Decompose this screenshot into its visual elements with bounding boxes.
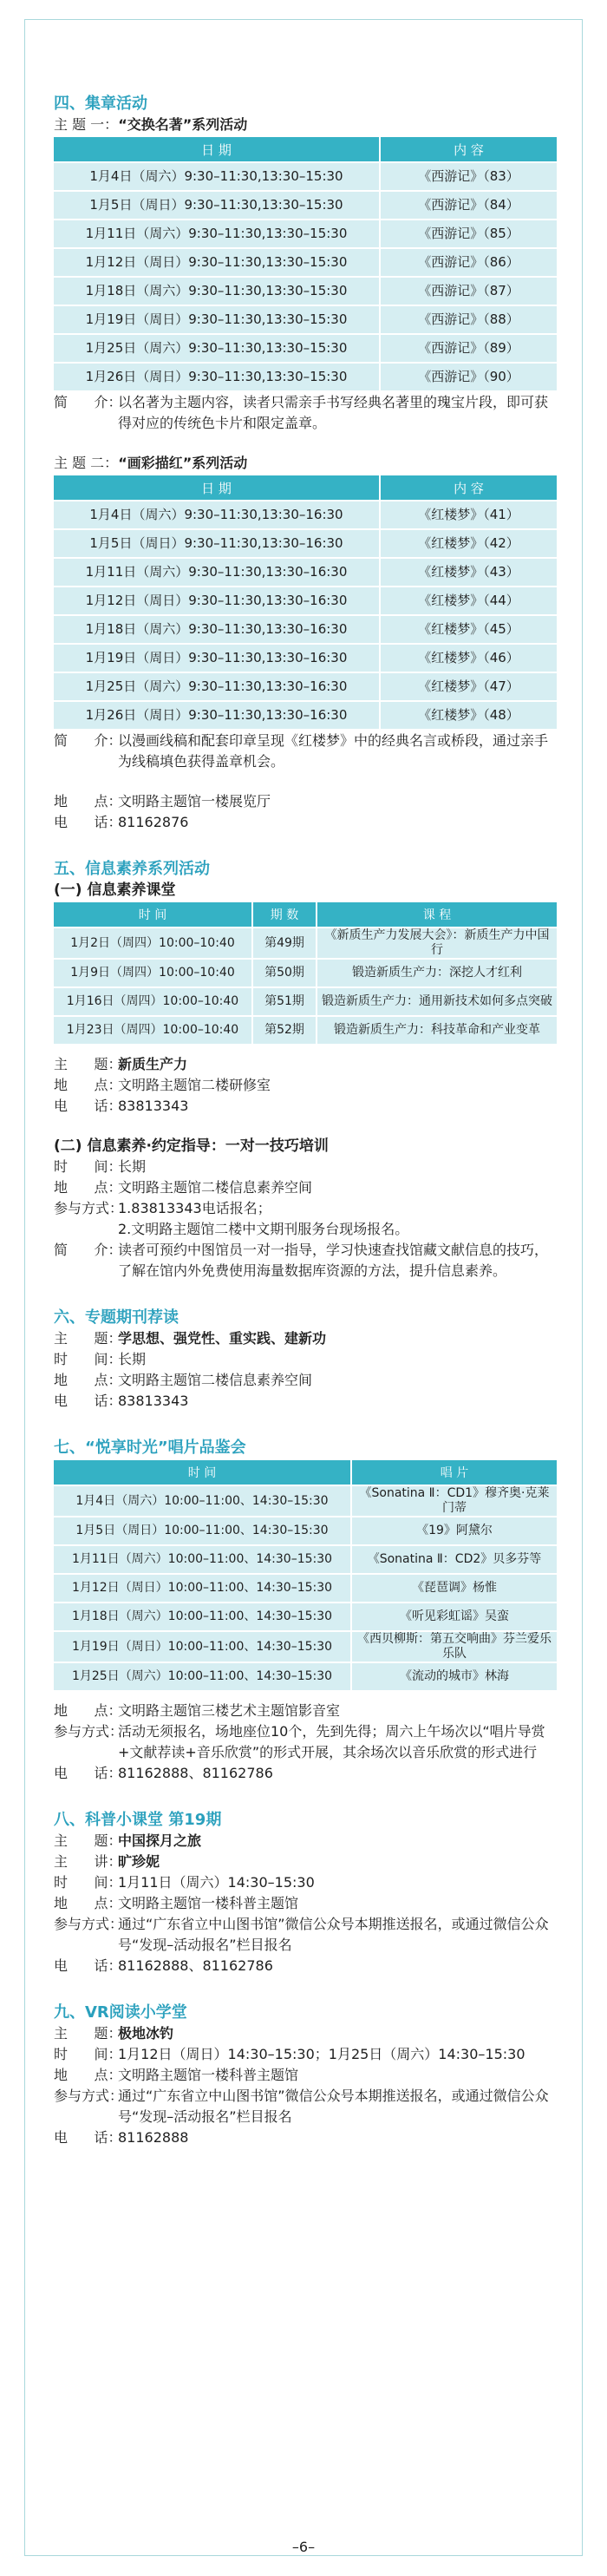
table-row: [54, 1486, 557, 1516]
table-cell: 1月4日（周六）9:30–11:30,13:30–15:30: [54, 163, 379, 190]
table-cell: 《琵琶调》杨惟: [350, 1575, 557, 1602]
table-cell: 1月11日（周六）9:30–11:30,13:30–16:30: [54, 559, 379, 586]
s9-tel: 电 话： 81162888: [54, 2129, 189, 2146]
table-row: [54, 220, 557, 247]
section-5-heading: 五、信息素养系列活动: [54, 860, 210, 878]
table-cell: 第52期: [251, 1017, 316, 1044]
table-cell: 《红楼梦》（47）: [379, 673, 557, 700]
col-header-content: 内 容: [379, 137, 557, 161]
table-cell: 《西贝柳斯：第五交响曲》芬兰爱乐乐队: [350, 1632, 557, 1662]
table-row: [54, 501, 557, 528]
table-cell: 1月9日（周四）10:00–10:40: [54, 960, 251, 986]
col-header-date: 日 期: [54, 475, 379, 500]
table-cell: 1月11日（周六）9:30–11:30,13:30–15:30: [54, 220, 379, 247]
label: 主 题 二：: [54, 455, 119, 471]
table-row: [54, 163, 557, 190]
table-cell: 《西游记》（89）: [379, 335, 557, 362]
table-cell: 《西游记》（88）: [379, 306, 557, 333]
label: 主 题 一：: [54, 116, 119, 133]
table-cell: 《西游记》（90）: [379, 364, 557, 390]
s6-time: 时 间： 长期: [54, 1351, 147, 1367]
table-cell: 1月5日（周日）9:30–11:30,13:30–15:30: [54, 192, 379, 219]
section-9-heading: 九、VR阅读小学堂: [54, 2003, 187, 2022]
page-number: –6–: [291, 2539, 316, 2555]
col-header-time: 时 间: [54, 902, 251, 927]
s8-speaker: 主 讲： 旷珍妮: [54, 1853, 160, 1870]
s9-place: 地 点： 文明路主题馆一楼科普主题馆: [54, 2067, 299, 2083]
s7-place: 地 点： 文明路主题馆三楼艺术主题馆影音室: [54, 1702, 341, 1719]
table-row: [54, 1575, 557, 1602]
table-cell: 《红楼梦》（42）: [379, 530, 557, 557]
table-row: [54, 616, 557, 643]
table-row: [54, 530, 557, 557]
s5-tel: 电 话： 83813343: [54, 1098, 189, 1114]
table-cell: 1月5日（周日）10:00–11:00、14:30–15:30: [54, 1517, 350, 1544]
table-row: [54, 306, 557, 333]
col-header-content: 内 容: [379, 475, 557, 500]
col-header-time: 时 间: [54, 1460, 350, 1485]
table-cell: 1月16日（周四）10:00–10:40: [54, 988, 251, 1015]
s5p2-time: 时 间： 长期: [54, 1158, 147, 1175]
table-row: [54, 645, 557, 672]
table-row: [54, 702, 557, 729]
table-cell: 《红楼梦》（44）: [379, 587, 557, 614]
table-row: [54, 587, 557, 614]
table-cell: 《西游记》（84）: [379, 192, 557, 219]
table-cell: 1月25日（周六）9:30–11:30,13:30–16:30: [54, 673, 379, 700]
table-cell: 《红楼梦》（48）: [379, 702, 557, 729]
theme-1-line: [54, 115, 557, 135]
table-cell: 《红楼梦》（43）: [379, 559, 557, 586]
table-cell: 1月11日（周六）10:00–11:00、14:30–15:30: [54, 1546, 350, 1573]
theme-1-table: [54, 135, 557, 392]
table-cell: 《流动的城市》林海: [350, 1663, 557, 1690]
table-cell: 《红楼梦》（41）: [379, 501, 557, 528]
table-cell: 1月4日（周六）10:00–11:00、14:30–15:30: [54, 1486, 350, 1516]
table-cell: 1月12日（周日）9:30–11:30,13:30–16:30: [54, 587, 379, 614]
col-header-issue: 期 数: [251, 902, 316, 927]
table-cell: 第49期: [251, 928, 316, 958]
s5p2-intro: 简 介： 读者可预约中图馆员一对一指导，学习快速查找馆藏文献信息的技巧，了解在馆内外免费使用海量数据库资源的方法，提升信息素养。: [54, 1242, 549, 1279]
table-cell: 《红楼梦》（45）: [379, 616, 557, 643]
table-cell: 《Sonatina Ⅱ：CD1》穆齐奥·克莱门蒂: [350, 1486, 557, 1516]
s9-time: 时 间： 1月12日（周日）14:30–15:30；1月25日（周六）14:30–15:30: [54, 2046, 525, 2062]
s9-theme: 主 题： 极地冰钓: [54, 2025, 174, 2042]
table-cell: 1月2日（周四）10:00–10:40: [54, 928, 251, 958]
table-cell: 《西游记》（87）: [379, 278, 557, 305]
table-row: [54, 988, 557, 1015]
s8-place: 地 点： 文明路主题馆一楼科普主题馆: [54, 1895, 299, 1911]
table-cell: 锻造新质生产力：深挖人才红利: [316, 960, 557, 986]
s4-place: 地 点： 文明路主题馆一楼展览厅: [54, 793, 271, 810]
section-7-heading: 七、“悦享时光”唱片品鉴会: [54, 1439, 246, 1457]
s8-tel: 电 话： 81162888、81162786: [54, 1957, 273, 1974]
theme-2-line: [54, 453, 557, 474]
s5-part1-title: (一) 信息素养课堂: [54, 882, 176, 899]
table-row: [54, 928, 557, 958]
table-cell: 1月4日（周六）9:30–11:30,13:30–16:30: [54, 501, 379, 528]
table-cell: 1月25日（周六）10:00–11:00、14:30–15:30: [54, 1663, 350, 1690]
s8-theme: 主 题： 中国探月之旅: [54, 1832, 202, 1849]
section-8-heading: 八、科普小课堂 第19期: [54, 1811, 222, 1829]
table-cell: 1月19日（周日）9:30–11:30,13:30–16:30: [54, 645, 379, 672]
s9-join: 参与方式： 通过“广东省立中山图书馆”微信公众号本期推送报名，或通过微信公众号“发现–活动报名”栏目报名: [54, 2088, 549, 2125]
s5p2-join: 参与方式： 1.83813343电话报名； 2.文明路主题馆二楼中文期刊服务台现场报名。: [54, 1200, 409, 1237]
s5-part2-title: (二) 信息素养·约定指导：一对一技巧培训: [54, 1137, 329, 1155]
table-cell: 1月26日（周日）9:30–11:30,13:30–16:30: [54, 702, 379, 729]
theme-2-intro: 简 介： 以漫画线稿和配套印章呈现《红楼梦》中的经典名言或桥段，通过亲手为线稿填色获得盖章机会。: [54, 732, 549, 770]
table-cell: 《Sonatina Ⅱ：CD2》贝多芬等: [350, 1546, 557, 1573]
table-cell: 1月12日（周日）9:30–11:30,13:30–15:30: [54, 249, 379, 276]
section-4-heading: 四、集章活动: [54, 95, 147, 113]
table-cell: 《听见彩虹谣》吴蛮: [350, 1603, 557, 1630]
table-row: [54, 249, 557, 276]
table-cell: 1月19日（周日）10:00–11:00、14:30–15:30: [54, 1632, 350, 1662]
s6-theme: 主 题： 学思想、强党性、重实践、建新功: [54, 1330, 327, 1347]
s8-join: 参与方式： 通过“广东省立中山图书馆”微信公众号本期推送报名，或通过微信公众号“发现–活动报名”栏目报名: [54, 1916, 549, 1953]
s7-join: 参与方式： 活动无须报名，场地座位10个，先到先得；周六上午场次以“唱片导赏+文献荐读+音乐欣赏”的形式开展，其余场次以音乐欣赏的形式进行: [54, 1723, 545, 1760]
table-cell: 第51期: [251, 988, 316, 1015]
table-row: [54, 673, 557, 700]
table-row: [54, 364, 557, 390]
col-header-date: 日 期: [54, 137, 379, 161]
s6-tel: 电 话： 83813343: [54, 1393, 189, 1409]
table-cell: 1月18日（周六）10:00–11:00、14:30–15:30: [54, 1603, 350, 1630]
table-row: [54, 1546, 557, 1573]
col-header-record: 唱 片: [350, 1460, 557, 1485]
s7-tel: 电 话： 81162888、81162786: [54, 1765, 273, 1781]
table-cell: 1月5日（周日）9:30–11:30,13:30–16:30: [54, 530, 379, 557]
table-cell: 1月18日（周六）9:30–11:30,13:30–16:30: [54, 616, 379, 643]
table-cell: 《西游记》（83）: [379, 163, 557, 190]
table-row: [54, 1017, 557, 1044]
theme-1-title: “交换名著”系列活动: [118, 116, 248, 133]
s7-record-table: [54, 1458, 557, 1692]
table-cell: 1月26日（周日）9:30–11:30,13:30–15:30: [54, 364, 379, 390]
table-row: [54, 960, 557, 986]
s5p2-place: 地 点： 文明路主题馆二楼信息素养空间: [54, 1179, 313, 1196]
table-row: [54, 1632, 557, 1662]
table-row: [54, 1663, 557, 1690]
table-row: [54, 278, 557, 305]
theme-2-title: “画彩描红”系列活动: [118, 455, 248, 471]
section-6-heading: 六、专题期刊荐读: [54, 1308, 179, 1327]
s6-place: 地 点： 文明路主题馆二楼信息素养空间: [54, 1372, 313, 1388]
theme-2-table: [54, 474, 557, 731]
s5-course-table: [54, 901, 557, 1045]
table-row: [54, 1517, 557, 1544]
table-cell: 《西游记》（85）: [379, 220, 557, 247]
s4-tel: 电 话： 81162876: [54, 814, 189, 830]
table-cell: 锻造新质生产力：科技革命和产业变革: [316, 1017, 557, 1044]
content: [54, 94, 557, 2148]
table-row: [54, 559, 557, 586]
s5-theme: 主 题： 新质生产力: [54, 1056, 188, 1072]
theme-1-intro: 简 介： 以名著为主题内容，读者只需亲手书写经典名著里的瑰宝片段，即可获得对应的传统色卡片和限定盖章。: [54, 394, 549, 431]
table-row: [54, 1603, 557, 1630]
table-cell: 锻造新质生产力：通用新技术如何多点突破: [316, 988, 557, 1015]
table-cell: 第50期: [251, 960, 316, 986]
col-header-course: 课 程: [316, 902, 557, 927]
table-cell: 1月12日（周日）10:00–11:00、14:30–15:30: [54, 1575, 350, 1602]
table-cell: 《西游记》（86）: [379, 249, 557, 276]
table-cell: 1月19日（周日）9:30–11:30,13:30–15:30: [54, 306, 379, 333]
table-cell: 《新质生产力发展大会》：新质生产力中国行: [316, 928, 557, 958]
table-cell: 1月23日（周四）10:00–10:40: [54, 1017, 251, 1044]
table-cell: 1月18日（周六）9:30–11:30,13:30–15:30: [54, 278, 379, 305]
table-cell: 1月25日（周六）9:30–11:30,13:30–15:30: [54, 335, 379, 362]
s5-place: 地 点： 文明路主题馆二楼研修室: [54, 1077, 271, 1093]
table-cell: 《红楼梦》（46）: [379, 645, 557, 672]
s8-time: 时 间： 1月11日（周六）14:30–15:30: [54, 1874, 315, 1891]
table-row: [54, 192, 557, 219]
table-cell: 《19》阿黛尔: [350, 1517, 557, 1544]
table-row: [54, 335, 557, 362]
